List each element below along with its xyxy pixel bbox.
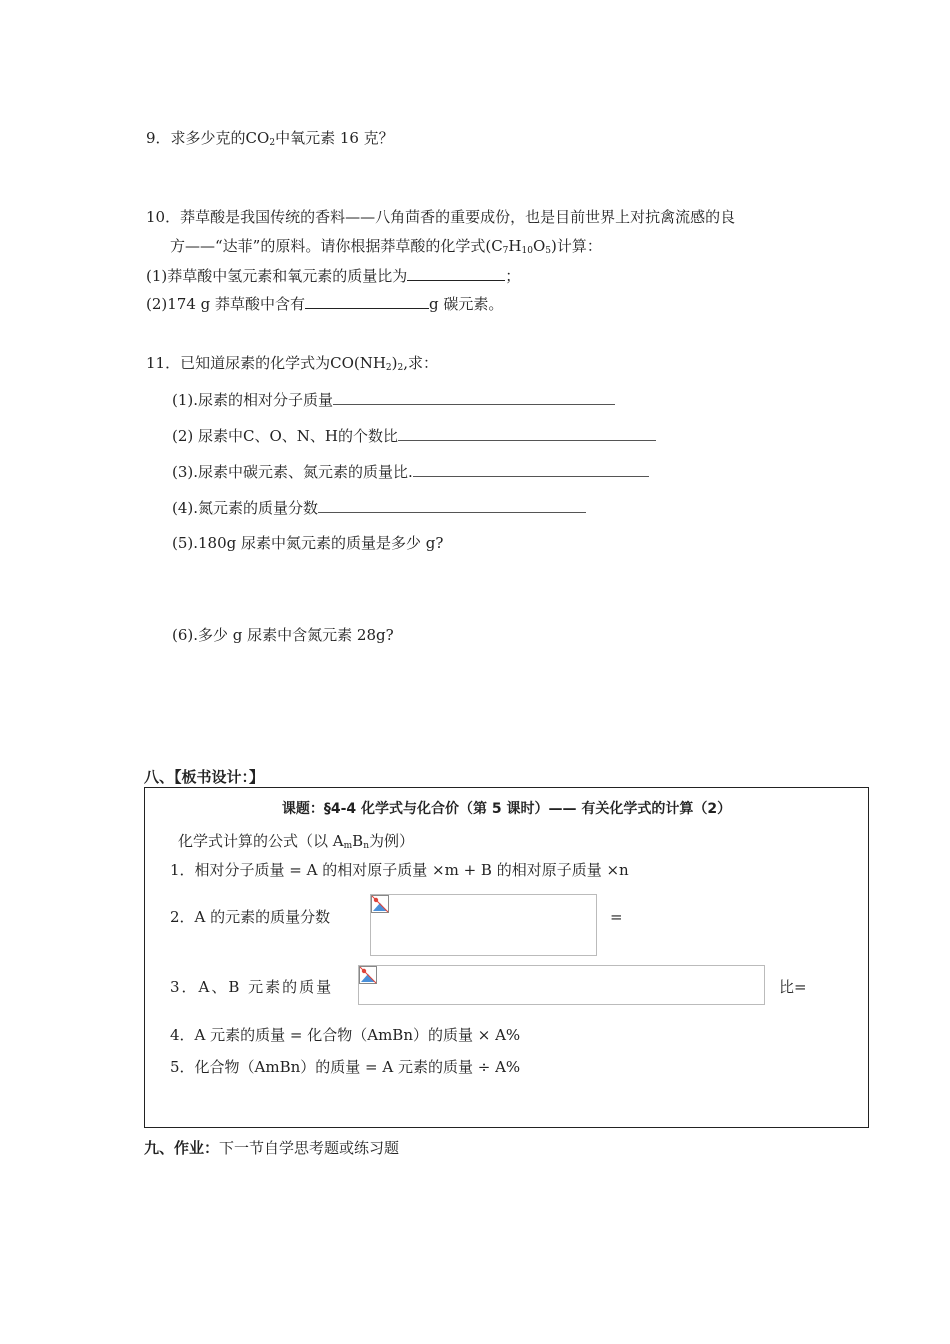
text-segment: (3).尿素中碳元素、氮元素的质量比.	[172, 463, 413, 481]
question-11-item-2	[172, 425, 656, 446]
question-10-line-1: 10．莽草酸是我国传统的香料——八角茴香的重要成份，也是目前世界上对抗禽流感的良	[146, 208, 736, 226]
question-9-text-end: 中氧元素 16 克？	[275, 129, 394, 147]
section-number: 九、	[144, 1139, 175, 1157]
text-segment: )	[391, 354, 398, 372]
text-segment: 化学式计算的公式（以 A	[178, 832, 344, 850]
subscript: m	[343, 841, 353, 851]
text-segment: g 碳元素。	[429, 295, 504, 313]
section-9-homework	[144, 1138, 399, 1158]
text-segment: ；	[505, 267, 521, 285]
board-design-box	[144, 787, 869, 1128]
section-number: 八、	[144, 768, 175, 786]
text-segment: (1)莽草酸中氢元素和氧元素的质量比为	[146, 267, 408, 285]
formula-1: 1．相对分子质量 = A 的相对原子质量 ×m + B 的相对原子质量 ×n	[170, 861, 629, 879]
question-10-part-1	[146, 265, 520, 286]
formula-4: 4．A 元素的质量 = 化合物（AmBn）的质量 × A%	[170, 1026, 521, 1044]
text-segment: 为例）	[368, 832, 414, 850]
question-9	[146, 128, 394, 153]
subscript: n	[363, 841, 369, 851]
subscript: 2	[385, 363, 392, 373]
question-10-line-2	[170, 236, 602, 261]
answer-blank[interactable]	[398, 425, 656, 441]
subscript: 10	[521, 246, 533, 256]
question-11-item-3	[172, 461, 649, 482]
text-segment: (2)174 g 莽草酸中含有	[146, 295, 306, 313]
formula-3-ratio-equals: 比=	[779, 978, 807, 996]
section-title: 【板书设计：】	[174, 768, 265, 786]
formula-3: 3．A、B 元素的质量	[170, 978, 334, 996]
subscript: 2	[397, 363, 404, 373]
homework-text: 下一节自学思考题或练习题	[219, 1139, 400, 1157]
broken-image-icon	[371, 895, 389, 913]
text-segment: )计算：	[551, 237, 602, 255]
broken-image-icon	[359, 966, 377, 984]
formula-3-image-frame	[358, 965, 765, 1005]
question-11-item-1	[172, 389, 615, 410]
formula-5: 5．化合物（AmBn）的质量 = A 元素的质量 ÷ A%	[170, 1058, 521, 1076]
answer-blank[interactable]	[333, 389, 615, 405]
text-segment: 11．已知道尿素的化学式为CO(NH	[146, 354, 386, 372]
answer-blank[interactable]	[318, 497, 586, 513]
text-segment: (1).尿素的相对分子质量	[172, 391, 334, 409]
subscript: 7	[502, 246, 509, 256]
question-10-part-2	[146, 293, 503, 314]
text-segment: 方——“达菲”的原料。请你根据莽草酸的化学式(C	[170, 237, 503, 255]
formula-2: 2．A 的元素的质量分数	[170, 908, 331, 926]
text-segment: H	[508, 237, 522, 255]
subscript: 5	[545, 246, 551, 256]
answer-blank[interactable]	[407, 265, 505, 281]
text-segment: O	[532, 237, 546, 255]
text-segment: B	[352, 832, 364, 850]
formula-2-image-frame	[370, 894, 597, 956]
question-11-item-5: (5).180g 尿素中氮元素的质量是多少 g?	[172, 534, 444, 552]
answer-blank[interactable]	[305, 293, 429, 309]
board-title: 课题：§4-4 化学式与化合价（第 5 课时）—— 有关化学式的计算（2）	[281, 801, 732, 817]
section-8-heading	[144, 767, 264, 787]
section-label: 作业：	[174, 1139, 220, 1157]
text-segment: (2) 尿素中C、O、N、H的个数比	[172, 427, 398, 445]
question-11-header	[146, 353, 438, 378]
text-segment: ,求：	[403, 354, 439, 372]
formula-2-equals: =	[610, 908, 623, 926]
answer-blank[interactable]	[413, 461, 649, 477]
question-9-text: 9．求多少克的CO	[146, 129, 270, 147]
subscript: 2	[269, 138, 276, 148]
text-segment: (4).氮元素的质量分数	[172, 499, 319, 517]
formula-intro	[178, 831, 414, 856]
question-11-item-4	[172, 497, 586, 518]
question-11-item-6: (6).多少 g 尿素中含氮元素 28g?	[172, 626, 394, 644]
